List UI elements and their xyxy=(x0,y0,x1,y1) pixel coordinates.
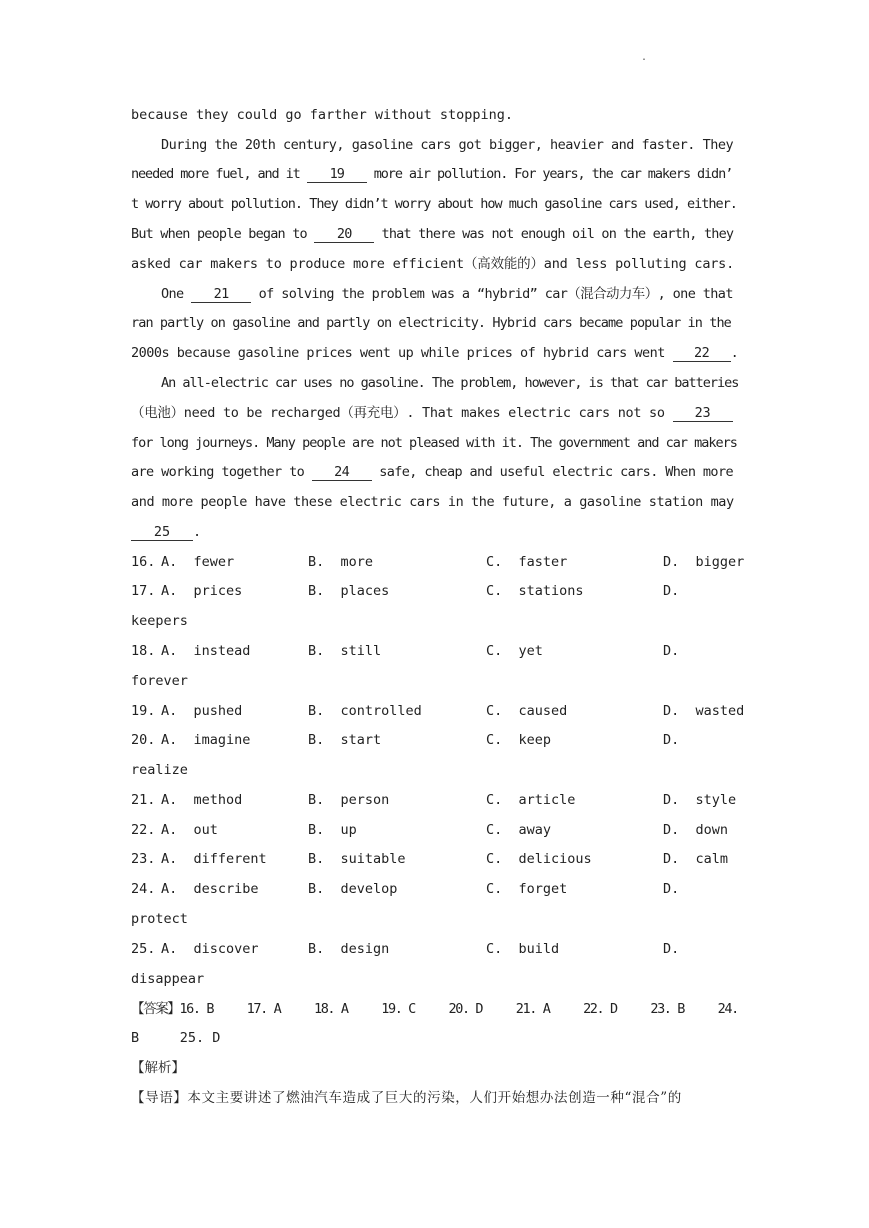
passage-line: because they could go farther without stopping. xyxy=(131,107,514,123)
question-number: 18. xyxy=(131,643,156,659)
answer-line-cont: B 25. D xyxy=(131,1030,221,1046)
text-segment: 2000s because gasoline prices went up while prices of hybrid cars went xyxy=(131,345,673,361)
blank-24: 24 xyxy=(312,464,372,481)
page-marker: . xyxy=(641,52,648,63)
option-d: D. style xyxy=(663,792,737,808)
text-segment: that there was not enough oil on the earth, they xyxy=(374,226,734,242)
option-d: D. calm xyxy=(663,851,729,867)
passage-line xyxy=(131,224,737,244)
text-segment: are working together to xyxy=(131,464,312,480)
option-a: A. fewer xyxy=(161,554,235,570)
option-b: B. design xyxy=(308,941,390,957)
option-a: A. imagine xyxy=(161,732,251,748)
passage-line: ran partly on gasoline and partly on electricity. Hybrid cars became popular in the xyxy=(131,315,731,331)
text-segment: safe, cheap and useful electric cars. When more xyxy=(371,464,734,480)
option-b: B. more xyxy=(308,554,374,570)
option-c: C. faster xyxy=(486,554,568,570)
question-row xyxy=(131,730,737,750)
option-d-text: keepers xyxy=(131,613,188,629)
question-number: 25. xyxy=(131,941,156,957)
text-segment: But when people began to xyxy=(131,226,315,242)
option-b: B. start xyxy=(308,732,382,748)
text-segment: needed more fuel, and it xyxy=(131,166,307,182)
blank-19: 19 xyxy=(307,166,367,183)
passage-line xyxy=(131,462,737,482)
question-row xyxy=(131,581,737,601)
guide-text: 本文主要讲述了燃油汽车造成了巨大的污染，人们开始想办法创造一种“混合”的 xyxy=(187,1090,682,1106)
question-row xyxy=(131,701,745,721)
option-c: C. caused xyxy=(486,703,568,719)
question-number: 24. xyxy=(131,881,156,897)
question-number: 19. xyxy=(131,703,156,719)
option-c: C. forget xyxy=(486,881,568,897)
question-row xyxy=(131,641,737,661)
blank-25: 25 xyxy=(131,524,193,541)
blank-23: 23 xyxy=(673,405,733,422)
option-d: D. xyxy=(663,732,680,748)
option-c: C. yet xyxy=(486,643,543,659)
question-row xyxy=(131,879,737,899)
question-row xyxy=(131,790,737,810)
question-row xyxy=(131,820,737,840)
analysis-label: 【解析】 xyxy=(131,1060,185,1076)
passage-line xyxy=(131,343,737,363)
blank-20: 20 xyxy=(314,226,374,243)
option-d-wrap xyxy=(131,909,737,929)
option-a: A. discover xyxy=(161,941,259,957)
option-c: C. keep xyxy=(486,732,552,748)
option-c: C. away xyxy=(486,822,552,838)
option-d: D. xyxy=(663,583,680,599)
option-b: B. controlled xyxy=(308,703,422,719)
question-number: 16. xyxy=(131,554,156,570)
option-a: A. describe xyxy=(161,881,259,897)
option-d-wrap xyxy=(131,969,737,989)
option-b: B. suitable xyxy=(308,851,406,867)
option-b: B. places xyxy=(308,583,390,599)
passage-line: During the 20th century, gasoline cars got bigger, heavier and faster. They xyxy=(161,137,734,153)
text-segment: （电池）need to be recharged（再充电）. That makes electric cars not so xyxy=(131,405,673,421)
question-number: 17. xyxy=(131,583,156,599)
option-b: B. person xyxy=(308,792,390,808)
passage-line: for long journeys. Many people are not pleased with it. The government and car makers xyxy=(131,435,737,451)
option-d: D. xyxy=(663,643,680,659)
passage-line xyxy=(131,522,737,542)
answer-line xyxy=(131,999,737,1019)
option-d-text: forever xyxy=(131,673,188,689)
option-d-text: protect xyxy=(131,911,188,927)
option-a: A. different xyxy=(161,851,267,867)
text-segment: One xyxy=(161,286,192,302)
blank-22: 22 xyxy=(673,345,731,362)
option-d-text: disappear xyxy=(131,971,205,987)
option-d: D. down xyxy=(663,822,729,838)
option-b: B. develop xyxy=(308,881,398,897)
option-b: B. still xyxy=(308,643,382,659)
question-row xyxy=(131,552,745,572)
passage-line xyxy=(131,403,737,423)
option-d: D. xyxy=(663,881,680,897)
question-number: 23. xyxy=(131,851,156,867)
question-number: 21. xyxy=(131,792,156,808)
option-d: D. xyxy=(663,941,680,957)
option-a: A. instead xyxy=(161,643,251,659)
option-d-wrap xyxy=(131,760,737,780)
option-a: A. method xyxy=(161,792,243,808)
passage-line: asked car makers to produce more efficient（高效能的）and less polluting cars. xyxy=(131,256,735,272)
passage-line: and more people have these electric cars in the future, a gasoline station may xyxy=(131,494,734,510)
option-c: C. stations xyxy=(486,583,584,599)
text-segment: of solving the problem was a “hybrid” car（混合动力车）, one that xyxy=(251,286,733,302)
guide-line xyxy=(131,1088,737,1108)
question-number: 22. xyxy=(131,822,156,838)
guide-label: 【导语】 xyxy=(131,1090,188,1106)
question-row xyxy=(131,939,737,959)
text-segment: . xyxy=(193,524,202,540)
option-c: C. build xyxy=(486,941,560,957)
option-d: D. wasted xyxy=(663,703,745,719)
option-c: C. delicious xyxy=(486,851,592,867)
option-b: B. up xyxy=(308,822,357,838)
text-segment: . xyxy=(730,345,739,361)
question-row xyxy=(131,849,737,869)
option-a: A. out xyxy=(161,822,218,838)
passage-line xyxy=(131,164,737,184)
option-d-text: realize xyxy=(131,762,188,778)
passage-line: An all-electric car uses no gasoline. The problem, however, is that car batteries xyxy=(161,375,739,391)
question-number: 20. xyxy=(131,732,156,748)
text-segment: more air pollution. For years, the car makers didn’ xyxy=(366,166,733,182)
blank-21: 21 xyxy=(191,286,251,303)
option-a: A. prices xyxy=(161,583,243,599)
passage-line: t worry about pollution. They didn’t worry about how much gasoline cars used, either. xyxy=(131,196,737,212)
option-a: A. pushed xyxy=(161,703,243,719)
option-d: D. bigger xyxy=(663,554,745,570)
option-d-wrap xyxy=(131,671,737,691)
answer-label: 【答案】 xyxy=(131,1001,180,1017)
passage-line xyxy=(161,284,737,304)
answer-keys: 16. B 17. A 18. A 19. C 20. D 21. A 22. D 23. B 24. xyxy=(179,1001,738,1017)
option-c: C. article xyxy=(486,792,576,808)
option-d-wrap xyxy=(131,611,737,631)
